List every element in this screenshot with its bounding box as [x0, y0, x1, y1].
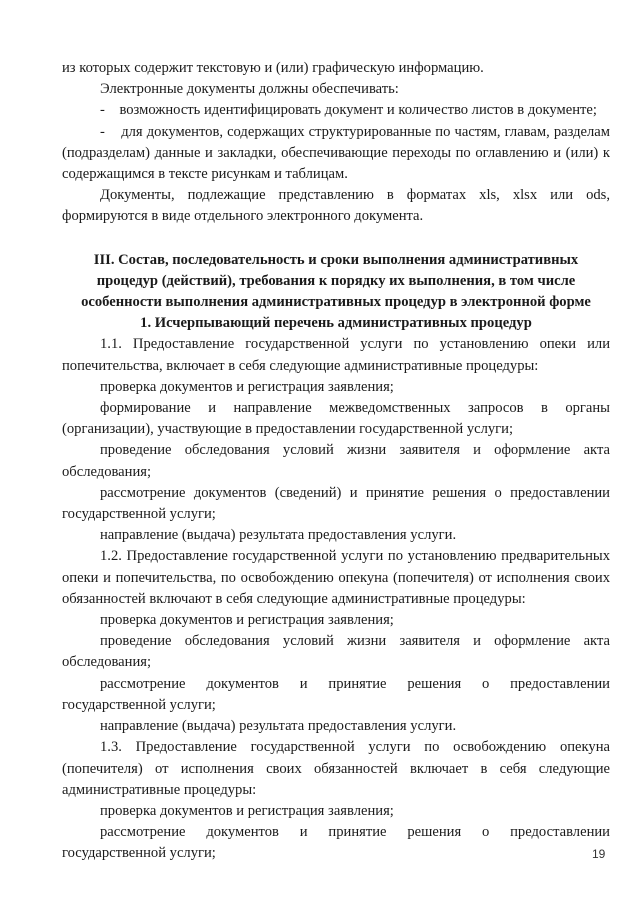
page-number: 19 [592, 847, 606, 861]
document-body [62, 58, 610, 865]
clause-intro: 1.2. Предоставление государственной услуги по установлению предварительных опеки и попечительства, по освобождению опекуна (попечителя) от исполнения своих обязанностей включают в себя следующие административные процедуры: [62, 548, 610, 607]
procedure-step: проверка документов и регистрация заявления; [100, 612, 394, 629]
procedure-step: направление (выдача) результата предоставления услуги. [100, 718, 457, 735]
clause-intro: 1.1. Предоставление государственной услуги по установлению опеки или попечительства, включает в себя следующие административные процедуры: [62, 336, 610, 374]
paragraph: Электронные документы должны обеспечивать: [100, 81, 399, 98]
spacer [62, 228, 610, 250]
clause-intro: 1.3. Предоставление государственной услуги по освобождению опекуна (попечителя) от исполнения своих обязанностей включает в себя следующие административные процедуры: [62, 739, 610, 798]
paragraph: из которых содержит текстовую и (или) графическую информацию. [62, 60, 484, 76]
paragraph: Документы, подлежащие представлению в форматах xls, xlsx или ods, формируются в виде отдельного электронного документа. [62, 187, 610, 225]
procedure-step: рассмотрение документов и принятие решения о предоставлении государственной услуги; [62, 824, 610, 862]
subsection-heading: 1. Исчерпывающий перечень административных процедур [140, 315, 532, 332]
list-item: - возможность идентифицировать документ и количество листов в документе; [100, 102, 597, 119]
procedure-step: направление (выдача) результата предоставления услуги. [100, 527, 457, 544]
procedure-step: формирование и направление межведомственных запросов в органы (организации), участвующие в предоставлении государственной услуги; [62, 400, 610, 438]
procedure-step: рассмотрение документов и принятие решения о предоставлении государственной услуги; [62, 675, 610, 713]
procedure-step: проверка документов и регистрация заявления; [100, 378, 394, 395]
section-heading: III. Состав, последовательность и сроки выполнения административных процедур (действий), требования к порядку их выполнения, в том числе особенности выполнения административных процедур в электронной форме [81, 251, 591, 311]
procedure-step: проведение обследования условий жизни заявителя и оформление акта обследования; [62, 442, 610, 480]
list-item: - для документов, содержащих структурированные по частям, главам, разделам (подразделам) данные и закладки, обеспечивающие переходы по оглавлению и (или) к содержащимся в тексте рисункам и таблицам. [62, 123, 610, 183]
procedure-step: рассмотрение документов (сведений) и принятие решения о предоставлении государственной услуги; [62, 484, 610, 523]
procedure-step: проведение обследования условий жизни заявителя и оформление акта обследования; [62, 633, 610, 671]
procedure-step: проверка документов и регистрация заявления; [100, 802, 394, 819]
